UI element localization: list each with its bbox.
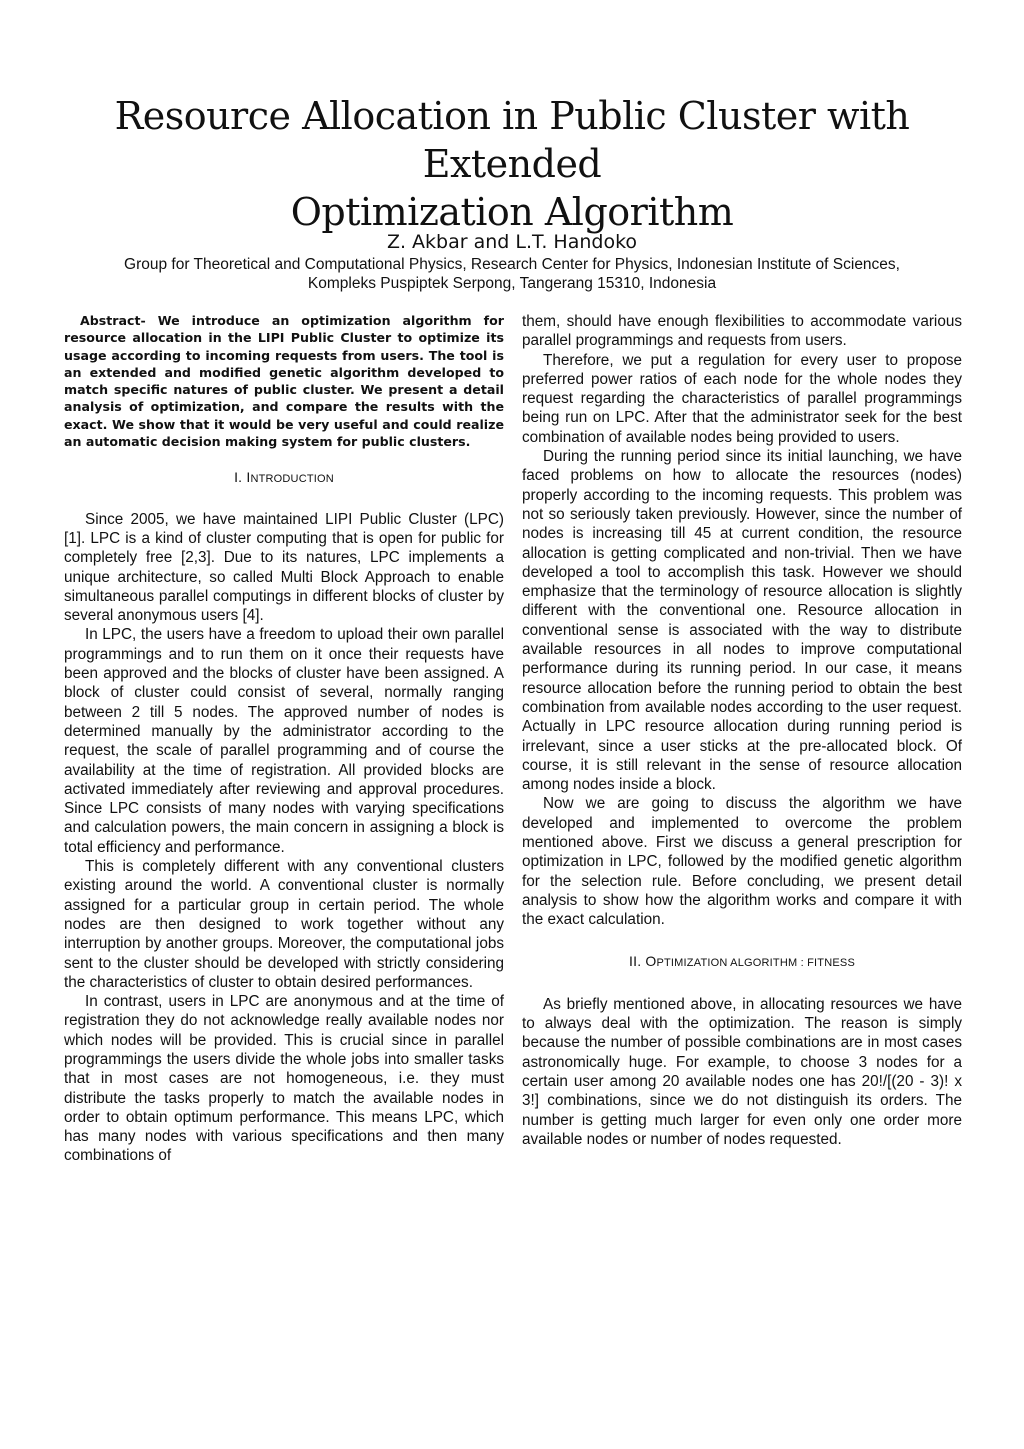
section-heading-introduction: [64, 468, 504, 489]
section-heading-optimization: [522, 952, 962, 973]
paragraph-continued: them, should have enough flexibilities to accommodate various parallel programmings and requests from users.: [522, 313, 962, 350]
affiliation-line-2: Kompleks Puspiptek Serpong, Tangerang 15310, Indonesia: [307, 275, 717, 292]
affiliation: [40, 255, 984, 293]
paragraph: This is completely different with any conventional clusters existing around the world. A conventional cluster is normally assigned for a particular group in certain period. The whole nodes are then designed to work together without any interruption by another groups. Moreover, the computational jobs sent to the cluster should be developed with strictly considering the characteristics of cluster to obtain desired performances.: [64, 858, 504, 991]
paragraph: As briefly mentioned above, in allocating resources we have to always deal with the optimization. The reason is simply because the number of possible combinations are in most cases astronomically huge. For example, to choose 3 nodes for a certain user among 20 available nodes one has 20!/[(20 - 3)! x 3!] combinations, since we do not distinguish its orders. The number is getting much larger for even only one order more available nodes or number of nodes requested.: [522, 995, 962, 1148]
paper-title: [40, 92, 984, 236]
section-title: PTIMIZATION ALGORITHM : FITNESS: [656, 956, 855, 969]
abstract: Abstract- We introduce an optimization algorithm for resource allocation in the LIPI Public Cluster to optimize its usage according to incoming requests from users. The tool is an extended and modified genetic algorithm developed to match specific natures of public cluster. We present a detail analysis of optimization, and compare the results with the exact. We show that it would be very useful and could realize an automatic decision making system for public clusters.: [64, 313, 504, 450]
title-line-2: Optimization Algorithm: [290, 190, 734, 234]
affiliation-line-1: Group for Theoretical and Computational Physics, Research Center for Physics, Indonesian Institute of Sciences,: [124, 256, 900, 273]
paragraph: During the running period since its initial launching, we have faced problems on how to allocate the resources (nodes) properly according to the incoming requests. This problem was not so seriously taken previously. However, since the number of nodes is increasing till 45 at current condition, the resource allocation is getting complicated and non-trivial. Then we have developed a tool to accomplish this task. However we should emphasize that the terminology of resource allocation is slightly different with the conventional one. Resource allocation in conventional sense is associated with the way to distribute available resources in all nodes to improve computational performance during its running period. In our case, it means resource allocation before the running period to obtain the best combination from available nodes according to the user request. Actually in LPC resource allocation during running period is irrelevant, since a user sticks at the pre-allocated block. Of course, it is still relevant in the sense of resource allocation among nodes inside a block.: [522, 448, 962, 794]
left-column: [64, 312, 504, 1166]
title-line-1: Resource Allocation in Public Cluster with Extended: [114, 94, 910, 186]
right-column: [522, 312, 962, 1149]
paragraph: In LPC, the users have a freedom to upload their own parallel programmings and to run them on it once their requests have been approved and the blocks of cluster have been assigned. A block of cluster could consist of several, normally ranging between 2 till 5 nodes. The approved number of nodes is determined manually by the administrator according to the request, the scale of parallel programming and of course the availability at the time of registration. All provided blocks are activated immediately after reviewing and approval procedures. Since LPC consists of many nodes with varying specifications and calculation powers, the main concern in assigning a block is total efficiency and performance.: [64, 626, 504, 856]
paragraph: Since 2005, we have maintained LIPI Public Cluster (LPC) [1]. LPC is a kind of cluster computing that is open for public for completely free [2,3]. Due to its natures, LPC implements a unique architecture, so called Multi Block Approach to enable simultaneous parallel computings in different blocks of cluster by several anonymous users [4].: [64, 510, 504, 625]
section-number: I. I: [234, 469, 251, 486]
section-number: II. O: [629, 952, 657, 969]
author-list: Z. Akbar and L.T. Handoko: [386, 231, 638, 253]
section-title: NTRODUCTION: [250, 473, 334, 486]
paragraph: Now we are going to discuss the algorithm we have developed and implemented to overcome the problem mentioned above. First we discuss a general prescription for optimization in LPC, followed by the modified genetic algorithm for the selection rule. Before concluding, we present detail analysis to show how the algorithm works and compare it with the exact calculation.: [522, 795, 962, 929]
paragraph: In contrast, users in LPC are anonymous and at the time of registration they do not acknowledge really available nodes nor which nodes will be provided. This is crucial since in parallel programmings the users divide the whole jobs into smaller tasks that in most cases are not homogeneous, i.e. they must distribute the tasks properly to match the available nodes in order to obtain optimum performance. This means LPC, which has many nodes with various specifications and then many combinations of: [64, 993, 504, 1165]
paragraph: Therefore, we put a regulation for every user to propose preferred power ratios of each node for the whole nodes they request regarding the characteristics of parallel programmings being run on LPC. After that the administrator seek for the best combination of available nodes being provided to users.: [522, 351, 962, 446]
